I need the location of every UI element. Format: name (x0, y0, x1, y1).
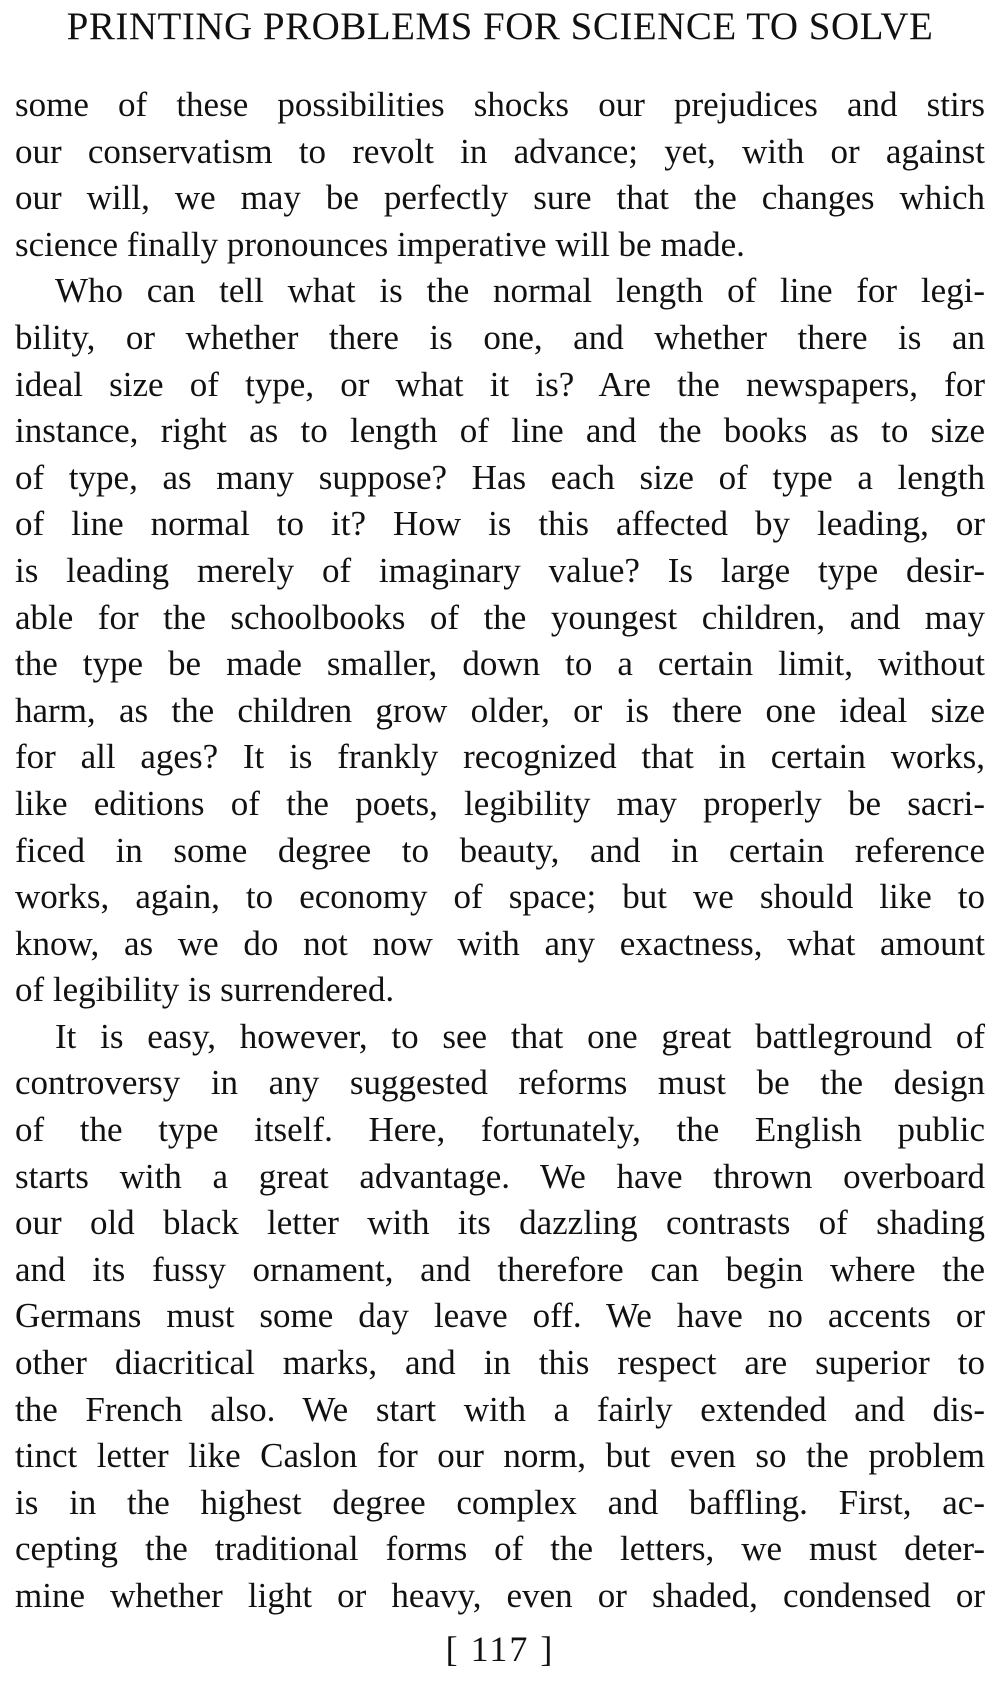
text-line: for all ages? It is frankly recognized that in certain works, (15, 737, 985, 777)
text-line: the type be made smaller, down to a certain limit, without (15, 644, 985, 684)
text-line: mine whether light or heavy, even or shaded, condensed or (15, 1576, 985, 1615)
text-line: harm, as the children grow older, or is there one ideal size (15, 690, 985, 730)
page-number: [ 117 ] (445, 1629, 555, 1669)
text-line: Germans must some day leave off. We have no accents or (15, 1296, 985, 1336)
text-line: is in the highest degree complex and baffling. First, ac- (15, 1482, 985, 1522)
text-line: Who can tell what is the normal length of line for legi- (55, 271, 985, 311)
text-line: is leading merely of imaginary value? Is large type desir- (15, 550, 985, 590)
text-line: of type, as many suppose? Has each size of type a length (15, 457, 985, 497)
paragraph (15, 82, 985, 268)
text-line: of the type itself. Here, fortunately, the English public (15, 1110, 985, 1150)
text-line: ficed in some degree to beauty, and in certain reference (15, 830, 985, 870)
paragraph (15, 1014, 985, 1620)
text-line: able for the schoolbooks of the youngest children, and may (15, 597, 985, 637)
text-line: know, as we do not now with any exactness, what amount (15, 923, 985, 963)
text-line: other diacritical marks, and in this respect are superior to (15, 1343, 985, 1383)
text-line: the French also. We start with a fairly extended and dis- (15, 1389, 985, 1429)
text-line: some of these possibilities shocks our prejudices and stirs (15, 85, 985, 124)
text-line: instance, right as to length of line and the books as to size (15, 411, 985, 451)
paragraph (15, 268, 985, 1014)
text-line: our will, we may be perfectly sure that the changes which (15, 178, 985, 218)
text-line: controversy in any suggested reforms must be the design (15, 1063, 985, 1103)
text-line: our old black letter with its dazzling contrasts of shading (15, 1203, 985, 1243)
text-line: of line normal to it? How is this affected by leading, or (15, 504, 985, 544)
text-line: bility, or whether there is one, and whether there is an (15, 317, 985, 357)
text-line: of legibility is surrendered. (15, 970, 395, 1010)
text-line: tinct letter like Caslon for our norm, but even so the problem (15, 1436, 985, 1476)
text-line: It is easy, however, to see that one great battleground of (55, 1016, 985, 1056)
text-line: starts with a great advantage. We have thrown overboard (15, 1156, 985, 1196)
text-line: science finally pronounces imperative will be made. (15, 224, 745, 264)
text-line: ideal size of type, or what it is? Are the newspapers, for (15, 364, 985, 404)
running-head: PRINTING PROBLEMS FOR SCIENCE TO SOLVE (66, 5, 934, 48)
text-line: and its fussy ornament, and therefore can begin where the (15, 1249, 985, 1289)
body-text (15, 82, 985, 1620)
text-line: like editions of the poets, legibility may properly be sacri- (15, 783, 985, 823)
text-line: works, again, to economy of space; but we should like to (15, 877, 985, 917)
text-line: our conservatism to revolt in advance; yet, with or against (15, 131, 985, 171)
text-line: cepting the traditional forms of the letters, we must deter- (15, 1529, 985, 1569)
